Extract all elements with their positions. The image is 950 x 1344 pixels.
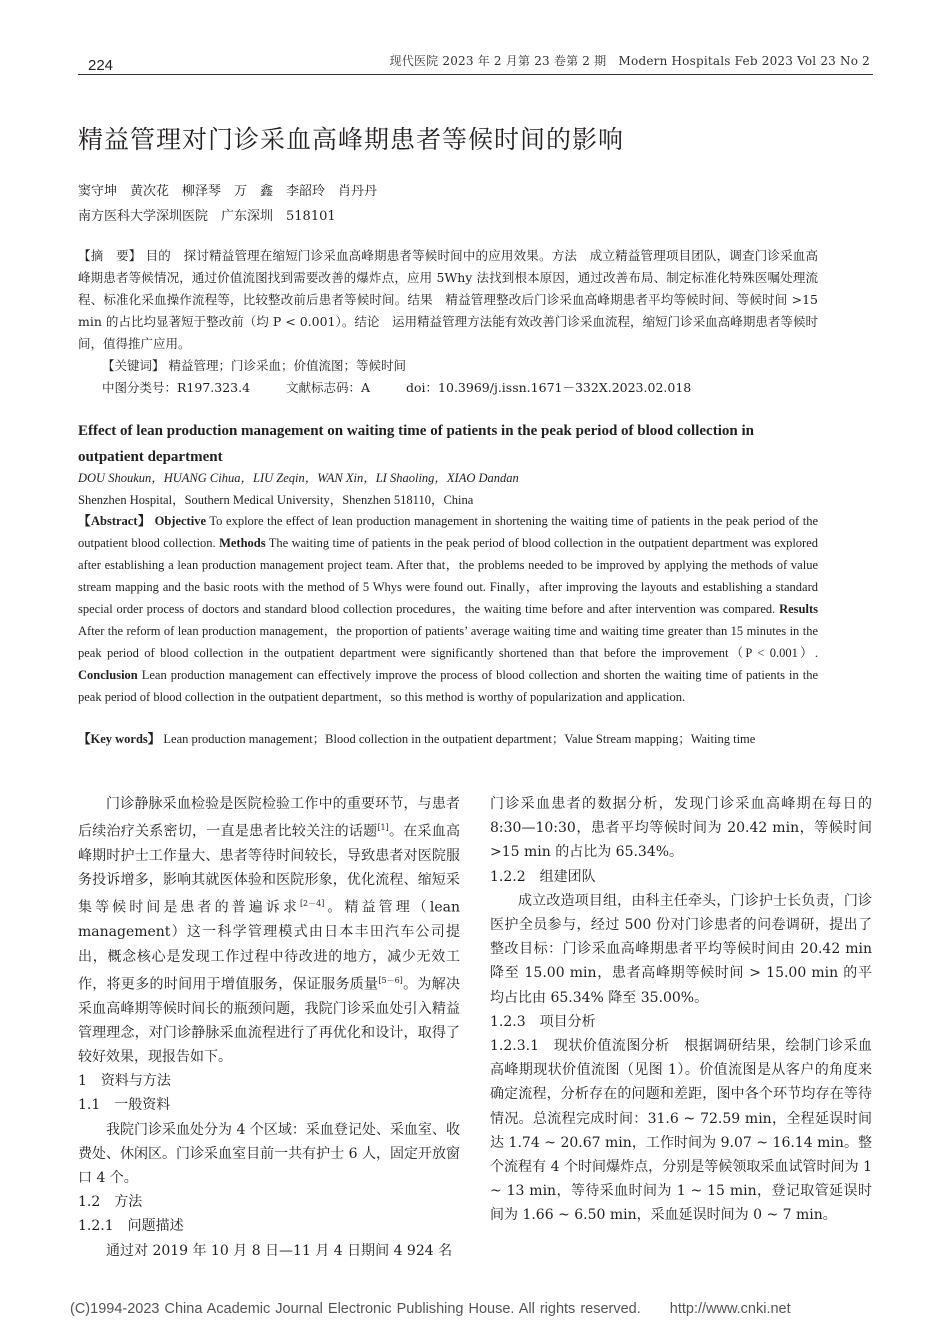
vsm-heading: 1.2.3.1 现状价值流图分析 <box>490 1038 670 1055</box>
keywords-en-label: 【Key words】 <box>78 732 161 746</box>
team-paragraph: 成立改造项目组，由科主任牵头，门诊护士长负责，门诊医护全员参与，经过 500 份对门诊患者的问卷调研，提出了整改目标：门诊采血高峰期患者平均等候时间由 20.42 min 降至 15.00 min，患者高峰期等候时间 > 15.00 min 的平均占比由 65.34% 降至 35.00%。 <box>490 892 872 1006</box>
header-rule <box>78 74 873 75</box>
intro-text-2: 。在采血高峰期时护士工作量大、患者等待时间较长，导致患者对医院服务投诉增多，影响其就医体验和医院形象，优化流程、缩短采集等候时间是患者的普遍诉求 <box>78 823 460 917</box>
intro-text-1: 门诊静脉采血检验是医院检验工作中的重要环节，与患者后续治疗关系密切，一直是患者比较关注的话题 <box>78 796 460 840</box>
abstract-en-label: 【Abstract】 <box>78 514 151 528</box>
citation: [2－4] <box>299 899 325 909</box>
body-column-left <box>78 792 460 1263</box>
methods-text: The waiting time of patients in the peak period of blood collection in the outpatient department was explored after establishing a lean production management project team. After that，the problems needed to be improved by applying the methods of value stream mapping and the basic roots with the method of 5 Whys were found out. Finally，after improving the layouts and establishing a standard special order process of doctors and standard blood collection procedures，the waiting time before and after intervention was compared. <box>78 536 819 616</box>
objective-label: Objective <box>154 514 206 528</box>
section-heading-1-2-3: 1.2.3 项目分析 <box>490 1013 596 1030</box>
results-text: After the reform of lean production management，the proportion of patients’ average waiting time and waiting time greater than 15 minutes in the peak period of blood collection in the outpatient department were significantly shortened than that before the improvement（P < 0.001）. <box>78 624 818 660</box>
problem-paragraph: 通过对 2019 年 10 月 8 日—11 月 4 日期间 4 924 名 <box>106 1242 453 1259</box>
copyright-footer: (C)1994-2023 China Academic Journal Electronic Publishing House. All rights reserved. http://www.cnki.net <box>70 1301 791 1317</box>
intro-text-4: 。为解决采血高峰期等候时间长的瓶颈问题，我院门诊采血处引入精益管理理念，对门诊静脉采血流程进行了再优化和设计，取得了较好效果，现报告如下。 <box>78 976 461 1065</box>
abstract-en <box>78 510 818 708</box>
intro-paragraph <box>78 792 460 1069</box>
section-heading-1-2-1: 1.2.1 问题描述 <box>78 1218 184 1235</box>
citation: [1] <box>377 823 389 833</box>
intro-text-3: 。精益管理（lean management）这一科学管理模式由日本丰田汽车公司提出，概念核心是发现工作过程中待改进的地方，减少无效工作，将更多的时间用于增值服务，保证服务质量 <box>78 900 460 993</box>
classification-line <box>102 378 723 396</box>
vsm-text: 根据调研结果，绘制门诊采血高峰期现状价值流图（见图 1）。价值流图是从客户的角度来确定流程，分析存在的问题和差距，图中各个环节均存在等待情况。总流程完成时间：31.6 ~ 72.59 min，全程延误时间达 1.74 ~ 20.67 min，工作时间为 9.07 ~ 16.14 min。整个流程有 4 个时间爆炸点，分别是等候领取采血试管时间为 1 ~ 13 min，等待采血时间为 1 ~ 15 min，登记取管延误时间为 1.66 ~ 6.50 min，采血延误时间为 0 ~ 7 min。 <box>490 1038 873 1224</box>
section-heading-1-2: 1.2 方法 <box>78 1194 143 1211</box>
affiliation-cn: 南方医科大学深圳医院 广东深圳 518101 <box>78 209 336 224</box>
vsm-paragraph <box>490 1034 872 1228</box>
section-heading-1-1: 1.1 一般资料 <box>78 1097 171 1114</box>
general-data-paragraph: 我院门诊采血处分为 4 个区域：采血登记处、采血室、收费处、休闲区。门诊采血室目前一共有护士 6 人，固定开放窗口 4 个。 <box>78 1121 460 1187</box>
methods-label: Methods <box>219 536 266 550</box>
citation: [5－6] <box>378 975 403 985</box>
results-label: Results <box>779 602 819 616</box>
section-heading-1-2-2: 1.2.2 组建团队 <box>490 868 596 885</box>
running-header: 现代医院 2023 年 2 月第 23 卷第 2 期 Modern Hospitals Feb 2023 Vol 23 No 2 <box>389 54 870 68</box>
article-title-en: Effect of lean production management on waiting time of patients in the peak period of blood collection in outpatient department <box>78 423 754 465</box>
conclusion-label: Conclusion <box>78 668 138 682</box>
problem-paragraph-cont: 门诊采血患者的数据分析，发现门诊采血高峰期在每日的 8:30—10:30，患者平均等候时间为 20.42 min，等候时间 >15 min 的占比为 65.34%。 <box>490 796 872 861</box>
keywords-en-text: Lean production management；Blood collection in the outpatient department；Value Stream mapping；Waiting time <box>163 732 756 746</box>
authors-en: DOU Shoukun，HUANG Cihua，LIU Zeqin，WAN Xin，LI Shaoling，XIAO Dandan <box>78 471 519 485</box>
article-title-cn: 精益管理对门诊采血高峰期患者等候时间的影响 <box>78 125 625 154</box>
body-column-right <box>490 792 872 1228</box>
doi: doi：10.3969/j.issn.1671－332X.2023.02.018 <box>406 380 692 395</box>
page-number: 224 <box>88 57 114 74</box>
objective-text: To explore the effect of lean production management in shortening the waiting time of patients in the peak period of the outpatient blood collection. <box>78 514 818 550</box>
section-heading-1: 1 资料与方法 <box>78 1073 171 1090</box>
affiliation-en: Shenzhen Hospital，Southern Medical University，Shenzhen 518110，China <box>78 493 474 507</box>
document-code: 文献标志码：A <box>286 380 371 395</box>
keywords-cn: 【关键词】 精益管理；门诊采血；价值流图；等候时间 <box>102 358 406 373</box>
clc-number: 中图分类号：R197.323.4 <box>102 380 251 395</box>
abstract-cn: 【摘 要】 目的 探讨精益管理在缩短门诊采血高峰期患者等候时间中的应用效果。方法 成立精益管理项目团队，调查门诊采血高峰期患者等候情况，通过价值流图找到需要改善的爆炸点，应用 5Why 法找到根本原因，通过改善布局、制定标准化特殊医嘱处理流程、标准化采血操作流程等，比较整改前后患者等候时间。结果 精益管理整改后门诊采血高峰期患者平均等候时间、等候时间 >15 min 的占比均显著短于整改前（均 P < 0.001）。结论 运用精益管理方法能有效改善门诊采血流程，缩短门诊采血高峰期患者等候时间，值得推广应用。 <box>78 248 818 351</box>
keywords-en <box>78 728 818 750</box>
authors-cn: 窦守坤 黄次花 柳泽琴 万 鑫 李韶玲 肖丹丹 <box>78 184 378 199</box>
conclusion-text: Lean production management can effectively improve the process of blood collection and shorten the waiting time of patients in the peak period of blood collection in the outpatient department，so this method is worthy of popularization and application. <box>78 668 818 704</box>
